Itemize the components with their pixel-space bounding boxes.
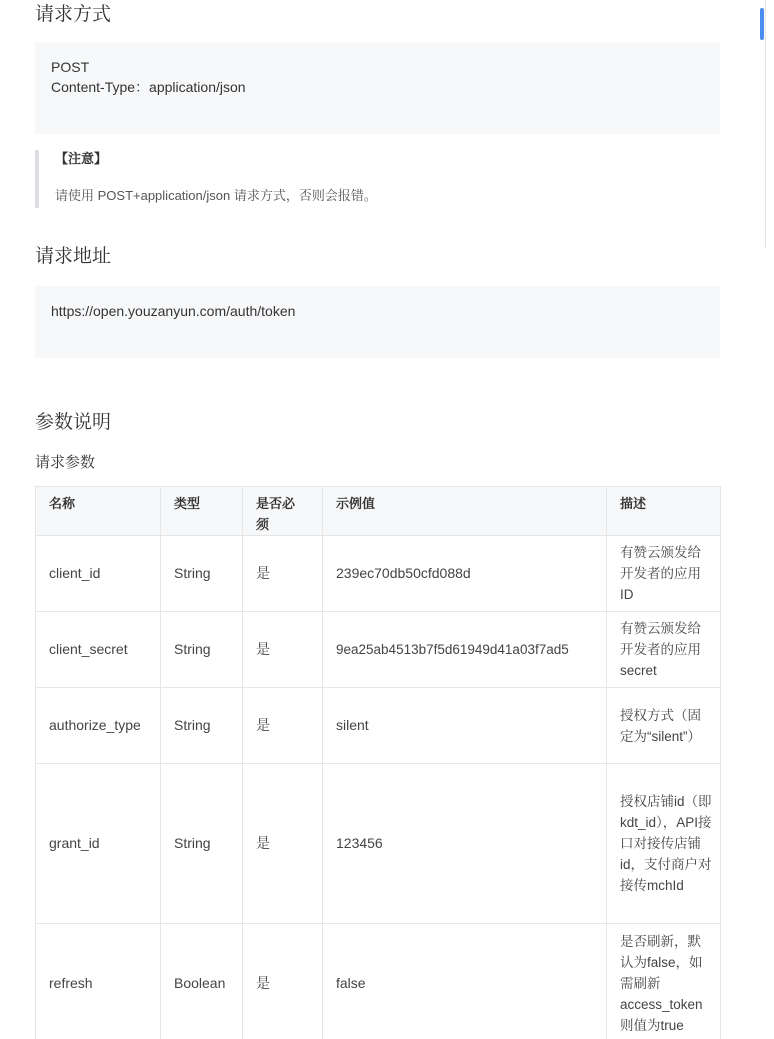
request-url-code-block [35,286,720,358]
table-header-row [36,487,721,536]
param-description: 有赞云颁发给开发者的应用ID [607,536,721,612]
scrollbar-thumb[interactable] [760,8,764,40]
param-required: 是 [243,612,323,688]
param-type: String [161,764,243,924]
header-name: 名称 [36,487,161,536]
param-name: grant_id [36,764,161,924]
param-description: 授权方式（固定为“silent”） [607,688,721,764]
header-example: 示例值 [323,487,607,536]
table-row [36,536,721,612]
param-example: 239ec70db50cfd088d [323,536,607,612]
param-description: 有赞云颁发给开发者的应用secret [607,612,721,688]
param-required: 是 [243,536,323,612]
content-type-line: Content-Type：application/json [51,79,246,95]
params-heading: 参数说明 [35,411,112,433]
request-url-text: https://open.youzanyun.com/auth/token [51,303,296,319]
param-example: 9ea25ab4513b7f5d61949d41a03f7ad5 [323,612,607,688]
request-params-table [35,486,721,1039]
header-description: 描述 [607,487,721,536]
param-required: 是 [243,924,323,1039]
table-row [36,924,721,1039]
header-required: 是否必须 [243,487,323,536]
param-name: client_id [36,536,161,612]
request-method-code-block [35,43,720,134]
param-name: authorize_type [36,688,161,764]
param-description: 授权店铺id（即kdt_id），API接口对接传店铺id，支付商户对接传mchId [607,764,721,924]
param-required: 是 [243,688,323,764]
param-name: refresh [36,924,161,1039]
table-row [36,612,721,688]
param-required: 是 [243,764,323,924]
note-title: 【注意】 [55,152,108,167]
note-callout [35,150,635,208]
header-type: 类型 [161,487,243,536]
request-url-heading: 请求地址 [35,245,112,267]
table-row [36,764,721,924]
note-body: 请使用 POST+application/json 请求方式，否则会报错。 [55,188,377,203]
param-example: silent [323,688,607,764]
param-type: String [161,536,243,612]
param-example: 123456 [323,764,607,924]
request-params-subheading: 请求参数 [35,453,96,471]
param-name: client_secret [36,612,161,688]
param-example: false [323,924,607,1039]
param-type: String [161,612,243,688]
param-type: String [161,688,243,764]
table-row [36,688,721,764]
request-method-heading: 请求方式 [35,3,112,25]
param-type: Boolean [161,924,243,1039]
param-description: 是否刷新，默认为false，如需刷新access_token则值为true [607,924,721,1039]
request-method-line: POST [51,59,90,75]
scrollbar-track[interactable] [765,0,766,248]
